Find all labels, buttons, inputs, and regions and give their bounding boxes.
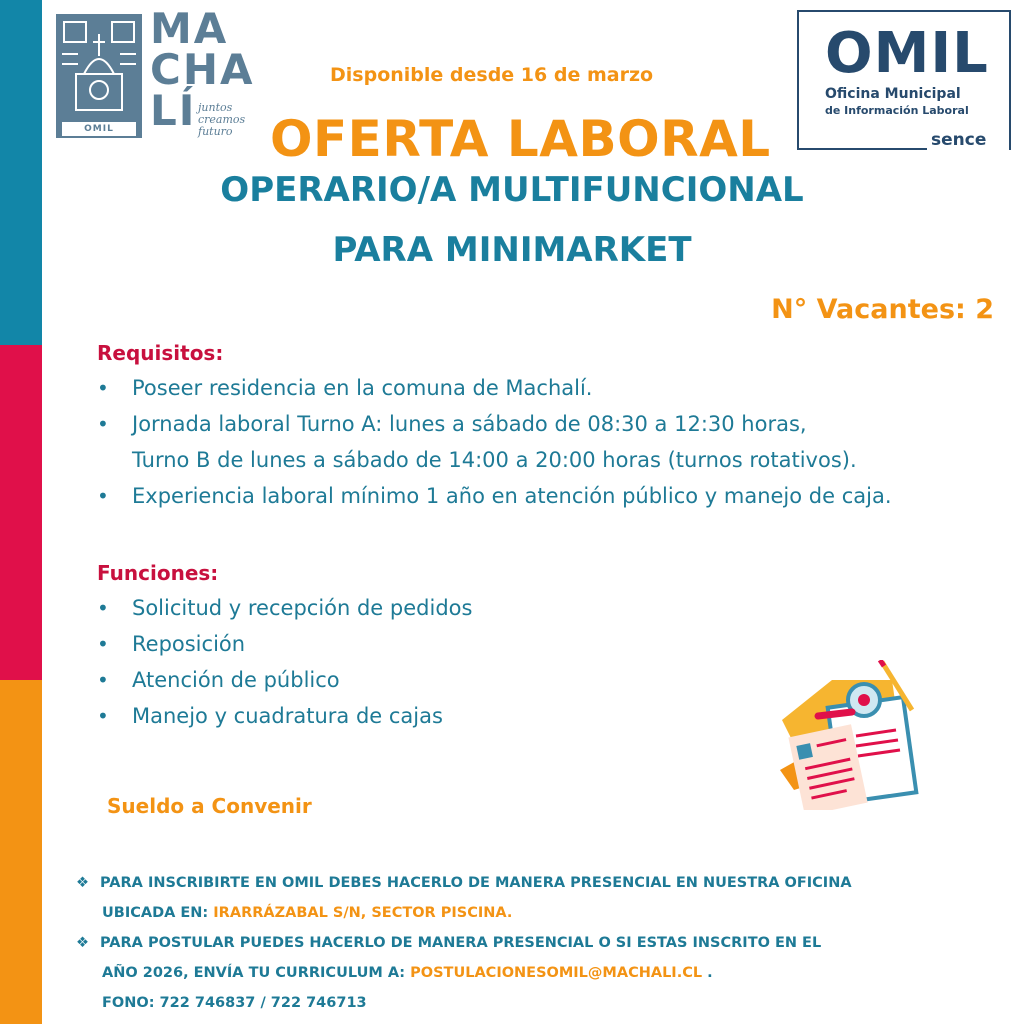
- info-line-1: ❖ PARA INSCRIBIRTE EN OMIL DEBES HACERLO DE MANERA PRESENCIAL EN NUESTRA OFICINA: [76, 868, 852, 898]
- omil-logo-line-2: de Información Laboral: [825, 104, 969, 117]
- list-item: • Manejo y cuadratura de cajas: [97, 698, 472, 734]
- available-date: Disponible desde 16 de marzo: [330, 64, 654, 86]
- functions-list: [97, 590, 472, 734]
- list-item: • Poseer residencia en la comuna de Machalí.: [97, 370, 892, 406]
- omil-logo-underline: [797, 148, 927, 150]
- stripe-red: [0, 345, 42, 680]
- requirements-list: [97, 370, 892, 514]
- machali-letters-2: CHA: [150, 45, 255, 94]
- list-item: • Experiencia laboral mínimo 1 año en atención público y manejo de caja.: [97, 478, 892, 514]
- sence-logo: sence: [927, 130, 990, 150]
- omil-logo-line-1: Oficina Municipal: [825, 86, 961, 102]
- omil-logo: [797, 10, 1011, 150]
- info-block: [76, 868, 852, 1018]
- list-item: • Jornada laboral Turno A: lunes a sábado de 08:30 a 12:30 horas, Turno B de lunes a sábado de 14:00 a 20:00 horas (turnos rotativos).: [97, 406, 892, 478]
- functions-title: Funciones:: [97, 561, 219, 585]
- job-title-line-1: OPERARIO/A MULTIFUNCIONAL: [220, 170, 804, 210]
- bullet-icon: •: [97, 376, 109, 400]
- list-item: • Atención de público: [97, 662, 472, 698]
- list-item: • Reposición: [97, 626, 472, 662]
- machali-logo: [56, 4, 266, 144]
- bullet-icon: •: [97, 596, 109, 620]
- bullet-icon: •: [97, 412, 109, 436]
- job-title-line-2: PARA MINIMARKET: [332, 230, 692, 270]
- office-address: IRARRÁZABAL S/N, SECTOR PISCINA.: [213, 905, 513, 921]
- slogan-line-1: juntos: [198, 101, 233, 114]
- page-title: OFERTA LABORAL: [270, 110, 771, 168]
- info-line-3: ❖ PARA POSTULAR PUEDES HACERLO DE MANERA PRESENCIAL O SI ESTAS INSCRITO EN EL: [76, 928, 852, 958]
- list-item: • Solicitud y recepción de pedidos: [97, 590, 472, 626]
- machali-emblem-icon: [56, 14, 142, 138]
- slogan-line-3: futuro: [198, 125, 233, 138]
- slogan-line-2: creamos: [198, 113, 246, 126]
- diamond-bullet-icon: ❖: [76, 935, 89, 951]
- bullet-icon: •: [97, 668, 109, 692]
- info-line-4: AÑO 2026, ENVÍA TU CURRICULUM A: POSTULACIONESOMIL@MACHALI.CL .: [102, 965, 713, 981]
- machali-letters-3: LÍ: [150, 86, 197, 135]
- omil-logo-title: OMIL: [825, 21, 989, 86]
- salary: Sueldo a Convenir: [107, 794, 312, 818]
- list-item-continuation: Turno B de lunes a sábado de 14:00 a 20:00 horas (turnos rotativos).: [132, 448, 857, 472]
- diamond-bullet-icon: ❖: [76, 875, 89, 891]
- bullet-icon: •: [97, 484, 109, 508]
- resume-illustration-icon: [772, 660, 932, 810]
- machali-letters-1: MA: [150, 4, 229, 53]
- machali-logo-tag: OMIL: [62, 122, 136, 136]
- requirements-title: Requisitos:: [97, 341, 224, 365]
- vacancies-count: N° Vacantes: 2: [771, 294, 994, 325]
- stripe-orange: [0, 680, 42, 1024]
- info-line-2: UBICADA EN: IRARRÁZABAL S/N, SECTOR PISCINA.: [102, 905, 513, 921]
- bullet-icon: •: [97, 704, 109, 728]
- bullet-icon: •: [97, 632, 109, 656]
- machali-slogan: [198, 102, 245, 138]
- contact-phone: FONO: 722 746837 / 722 746713: [102, 995, 367, 1011]
- contact-email: POSTULACIONESOMIL@MACHALI.CL: [410, 965, 703, 981]
